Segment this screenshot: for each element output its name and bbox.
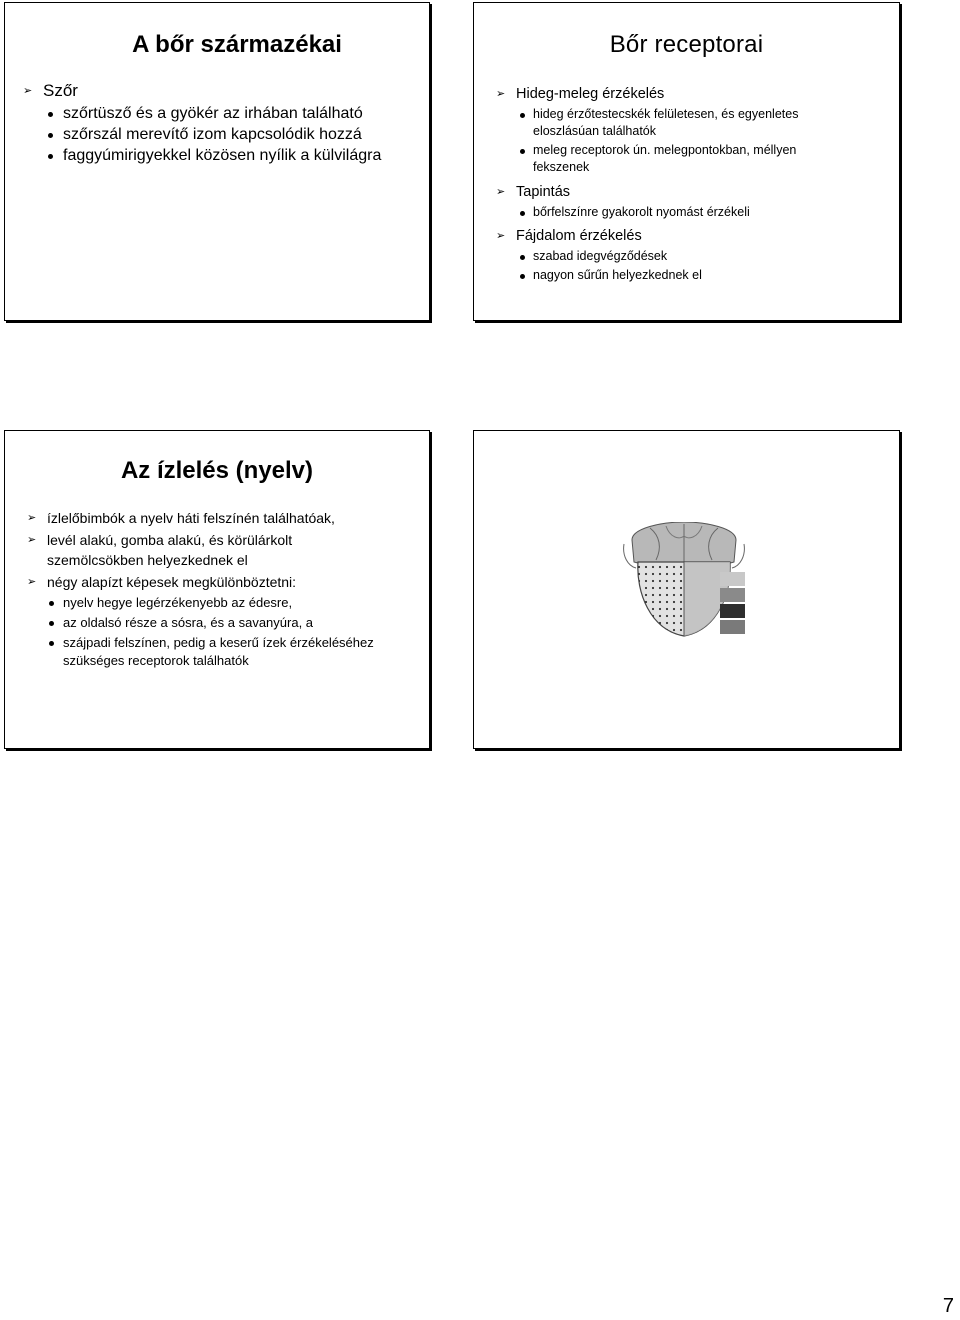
legend-swatch xyxy=(720,620,745,634)
point-text: négy alapízt képesek megkülönböztetni: xyxy=(47,574,297,590)
taste-zone-legend xyxy=(720,572,745,636)
legend-swatch xyxy=(720,572,745,586)
arrow-bullet-icon: ➢ xyxy=(27,534,37,546)
bullet-point xyxy=(27,508,337,528)
list-item xyxy=(496,204,899,221)
list-item xyxy=(496,267,899,284)
slide-hair xyxy=(4,2,430,321)
arrow-bullet-icon: ➢ xyxy=(496,230,506,242)
arrow-bullet-icon: ➢ xyxy=(23,85,33,97)
list-item-text: szőrtüsző és a gyökér az irhában található xyxy=(63,105,363,122)
dot-bullet-icon xyxy=(520,113,525,118)
dot-bullet-icon xyxy=(48,112,53,117)
arrow-bullet-icon: ➢ xyxy=(496,186,506,198)
list-item xyxy=(496,248,899,265)
list-item xyxy=(27,614,429,632)
heading-text: Tapintás xyxy=(516,184,571,200)
dot-bullet-icon xyxy=(520,255,525,260)
list-item xyxy=(23,103,429,124)
list-item-text: nagyon sűrűn helyezkednek el xyxy=(533,268,702,282)
legend-swatch xyxy=(720,604,745,618)
bullet-heading xyxy=(496,226,899,246)
slide-taste xyxy=(4,430,430,749)
list-item xyxy=(27,594,429,612)
list-item-text: faggyúmirigyekkel közösen nyílik a külvilágra xyxy=(63,147,382,164)
slide-content xyxy=(496,81,899,284)
arrow-bullet-icon: ➢ xyxy=(496,88,506,100)
list-item xyxy=(496,106,843,140)
dot-bullet-icon xyxy=(49,621,54,626)
legend-swatch xyxy=(720,588,745,602)
list-item-text: szőrszál merevítő izom kapcsolódik hozzá xyxy=(63,126,362,143)
bullet-heading xyxy=(496,182,899,202)
list-item-text: nyelv hegye legérzékenyebb az édesre, xyxy=(63,595,293,610)
bullet-heading xyxy=(496,84,899,104)
slide-content xyxy=(23,79,429,166)
dot-bullet-icon xyxy=(48,154,53,159)
point-text: ízlelőbimbók a nyelv háti felszínén találhatóak, xyxy=(47,510,335,526)
bullet-point xyxy=(27,572,429,592)
bullet-point xyxy=(27,530,392,570)
bullet-heading xyxy=(23,79,429,103)
list-item xyxy=(496,142,843,176)
slide-content xyxy=(27,508,429,670)
slide-title: Bőr receptorai xyxy=(609,31,764,58)
arrow-bullet-icon: ➢ xyxy=(27,576,37,588)
heading-text: Fájdalom érzékelés xyxy=(516,228,642,244)
slide-skin-receptors xyxy=(473,2,900,321)
dot-bullet-icon xyxy=(520,211,525,216)
slide-title: A bőr származékai xyxy=(132,31,342,58)
list-item xyxy=(23,145,403,166)
heading-text: Szőr xyxy=(43,81,78,100)
list-item xyxy=(23,124,429,145)
list-item-text: hideg érzőtestecskék felületesen, és egyenletes eloszlásúan találhatók xyxy=(533,107,799,138)
point-text: levél alakú, gomba alakú, és körülárkolt szemölcsökben helyezkednek el xyxy=(47,532,293,568)
dot-bullet-icon xyxy=(49,601,54,606)
list-item-text: az oldalsó része a sósra, és a savanyúra, a xyxy=(63,615,314,630)
list-item-text: szabad idegvégződések xyxy=(533,249,668,263)
slide-title: Az ízlelés (nyelv) xyxy=(120,457,314,484)
list-item xyxy=(27,634,393,670)
list-item-text: szájpadi felszínen, pedig a keserű ízek érzékeléséhez szükséges receptorok találhatók xyxy=(63,635,374,668)
dot-bullet-icon xyxy=(520,274,525,279)
list-item-text: meleg receptorok ún. melegpontokban, méllyen fekszenek xyxy=(533,143,797,174)
dot-bullet-icon xyxy=(520,149,525,154)
heading-text: Hideg-meleg érzékelés xyxy=(516,86,665,102)
dot-bullet-icon xyxy=(49,641,54,646)
slide-tongue-figure xyxy=(473,430,900,749)
dot-bullet-icon xyxy=(48,133,53,138)
list-item-text: bőrfelszínre gyakorolt nyomást érzékeli xyxy=(533,205,750,219)
page-number: 7 xyxy=(942,1295,954,1317)
arrow-bullet-icon: ➢ xyxy=(27,512,37,524)
